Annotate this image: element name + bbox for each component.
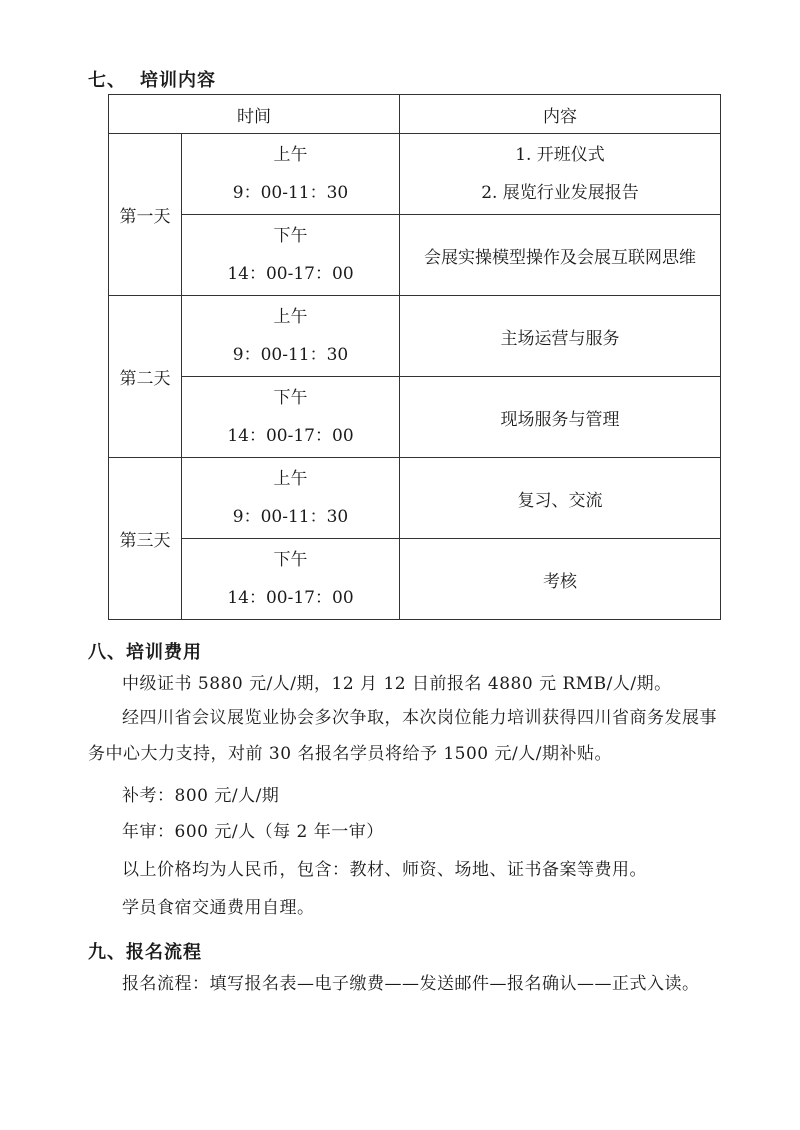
header-content: 内容 [400, 95, 721, 134]
time-range: 14：00-17：00 [227, 264, 354, 284]
table-row [109, 539, 721, 620]
period-label: 上午 [273, 469, 308, 489]
period-label: 上午 [273, 307, 308, 327]
content-cell: 考核 [400, 539, 721, 620]
header-time: 时间 [109, 95, 400, 134]
period-label: 下午 [273, 226, 308, 246]
period-label: 下午 [273, 388, 308, 408]
section-7-number: 七、 [88, 70, 126, 91]
fee-paragraph: 以上价格均为人民币，包含：教材、师资、场地、证书备案等费用。 [122, 860, 647, 880]
table-row [109, 296, 721, 377]
content-cell: 现场服务与管理 [400, 377, 721, 458]
fee-paragraph: 经四川省会议展览业协会多次争取，本次岗位能力培训获得四川省商务发展事务中心大力支持，对前 30 名报名学员将给予 1500 元/人/期补贴。 [88, 708, 717, 764]
fee-paragraph: 学员食宿交通费用自理。 [122, 898, 315, 918]
section-9-heading: 九、报名流程 [88, 942, 202, 963]
time-cell [182, 134, 400, 215]
registration-process-paragraph: 报名流程：填写报名表—电子缴费——发送邮件—报名确认——正式入读。 [122, 974, 700, 994]
content-item: 1. 开班仪式 [515, 145, 605, 165]
content-cell: 会展实操模型操作及会展互联网思维 [400, 215, 721, 296]
content-cell: 主场运营与服务 [400, 296, 721, 377]
section-7-heading [88, 66, 216, 92]
time-range: 9：00-11：30 [232, 345, 349, 365]
table-row [109, 458, 721, 539]
content-item: 2. 展览行业发展报告 [481, 183, 639, 203]
table-row [109, 134, 721, 215]
section-8-heading: 八、培训费用 [88, 642, 202, 663]
time-range: 9：00-11：30 [232, 183, 349, 203]
time-range: 14：00-17：00 [227, 588, 354, 608]
content-cell [400, 134, 721, 215]
time-cell [182, 377, 400, 458]
time-cell [182, 539, 400, 620]
fee-paragraph: 年审：600 元/人（每 2 年一审） [122, 822, 384, 842]
table-row [109, 215, 721, 296]
training-schedule-table [108, 94, 721, 620]
fee-paragraph: 中级证书 5880 元/人/期，12 月 12 日前报名 4880 元 RMB/人/期。 [122, 674, 672, 694]
time-cell [182, 458, 400, 539]
table-header-row [109, 95, 721, 134]
section-7-title: 培训内容 [140, 70, 216, 91]
period-label: 上午 [273, 145, 308, 165]
time-cell [182, 296, 400, 377]
time-range: 9：00-11：30 [232, 507, 349, 527]
content-cell: 复习、交流 [400, 458, 721, 539]
day-label: 第二天 [109, 296, 182, 458]
day-label: 第三天 [109, 458, 182, 620]
time-cell [182, 215, 400, 296]
period-label: 下午 [273, 550, 308, 570]
time-range: 14：00-17：00 [227, 426, 354, 446]
table-row [109, 377, 721, 458]
fee-paragraph: 补考：800 元/人/期 [122, 786, 280, 806]
day-label: 第一天 [109, 134, 182, 296]
